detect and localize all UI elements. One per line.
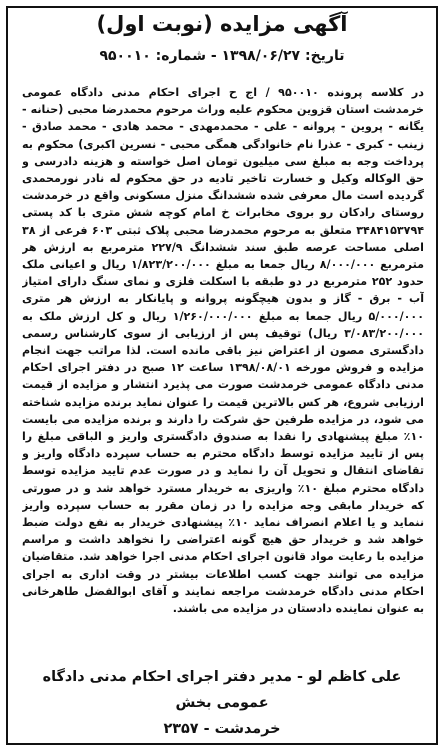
notice-title: آگهی مزایده (نوبت اول) [96, 12, 348, 36]
notice-frame [6, 6, 438, 745]
signature-line-1: علی کاظم لو - مدیر دفتر اجرای احکام مدنی دادگاه عمومی بخش [42, 669, 402, 711]
notice-signature [18, 664, 426, 742]
signature-line-2: خرمدشت - ۲۳۵۷ [163, 721, 281, 737]
notice-date-number: تاریخ: ۱۳۹۸/۰۶/۲۷ - شماره: ۹۵۰۰۱۰ [99, 48, 345, 64]
notice-body: در کلاسه پرونده ۹۵۰۰۱۰ / اج ح اجرای احکام مدنی دادگاه عمومی خرمدشت استان قزوین محکوم علیه وراث مرحوم محمدرضا محبی (حنانه - یگانه - پروین - پروانه - علی - محمدمهدی - محمد هادی - محمد صادق - زینب - کبری - عذرا نام خانوادگی همگی محبی - نسرین اکبری) محکوم به پرداخت وجه به مبلغ سی میلیون تومان اصل خواسته و هزینه دادرسی و حق الوکاله وکیل و خسارت تاخیر تادیه در حق محکوم له نادر نورمحمدی گردیده است مال معرفی شده ششدانگ منزل مسکونی واقع در خرمدشت روستای رادکان رو بروی مخابرات خ امام کوچه شش متری با کد پستی ۳۴۸۴۱۵۳۷۹۴ متعلق به مرحوم محمدرضا محبی پلاک ثبتی ۶۰۳ فرعی از ۳۸ اصلی مساحت عرصه طبق سند ششدانگ ۲۲۷/۹ مترمربع به ارزش هر مترمربع ۸/۰۰۰/۰۰۰ ریال جمعا به مبلغ ۱/۸۲۳/۲۰۰/۰۰۰ ریال و اعیانی ملک حدود ۲۵۲ مترمربع در دو طبقه با اسکلت فلزی و نمای سنگ دارای امتیاز آب - برق - گاز و بدون هیچگونه پروانه و پایانکار به ارزش هر متری ۵/۰۰۰/۰۰۰ ریال جمعا به مبلغ ۱/۲۶۰/۰۰۰/۰۰۰ ریال و کل ارزش ملک به ۳/۰۸۳/۲۰۰/۰۰۰ ریال) توقیف پس از ارزیابی از سوی کارشناس رسمی دادگستری مصون از اعتراض نیز باقی مانده است. لذا مراتب جهت انجام مزایده و فروش مورخه ۱۳۹۸/۰۸/۰۱ ساعت ۱۲ صبح در دفتر اجرای احکام مدنی دادگاه عمومی خرمدشت صورت می پذیرد انتشار و مزایده از قیمت ارزیابی شروع، هر کس بالاترین قیمت را عنوان نماید برنده مزایده شناخته می شود، در مزایده طرفین حق شرکت را دارند و برنده مزایده می بایست ۱۰٪ مبلغ پیشنهادی را نقدا به صندوق دادگستری واریز و الباقی مبلغ را پس از تایید مزایده توسط دادگاه محترم به حساب سپرده دادگاه واریز و تقاضای انتقال و تحویل آن را نماید و در صورت عدم تایید مزایده توسط دادگاه محترم مبلغ ۱۰٪ واریزی به خریدار مسترد خواهد شد و در صورتی که خریدار مابقی وجه مزایده را در زمان مقرر به حساب سپرده واریز ننماید و یا اعلام انصراف نماید ۱۰٪ پیشنهادی خریدار به نفع دولت ضبط خواهد شد و خریدار حق هیچ گونه اعتراضی را نخواهد داشت و مراسم مزایده با رعایت مواد قانون اجرای احکام مدنی اجرا خواهد شد. متقاضیان مزایده می توانند جهت کسب اطلاعات بیشتر در وقت اداری به اجرای احکام مدنی دادگاه خرمدشت مراجعه نمایند و آقای ابوالفضل طاهرخانی به عنوان نماینده دادستان در مزایده می باشند. [22, 86, 424, 616]
